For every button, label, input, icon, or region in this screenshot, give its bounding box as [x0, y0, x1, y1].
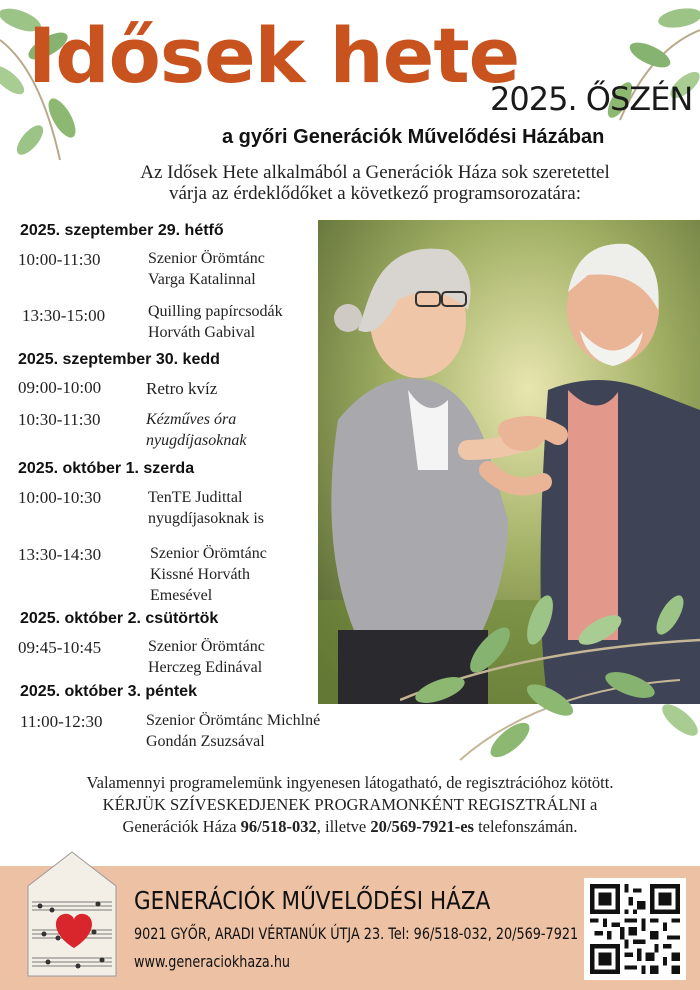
event-time: 13:30-14:30 [18, 545, 102, 564]
event-line: Herczeg Edinával [148, 659, 263, 676]
event-time: 09:00-10:00 [18, 378, 102, 397]
event-time: 10:00-11:30 [18, 250, 101, 269]
music-heart-logo [18, 846, 126, 986]
organization-address: 9021 GYŐR, ARADI VÉRTANÚK ÚTJA 23. Tel: 96/518-032, 20/569-7921 [134, 924, 579, 943]
event-title [150, 543, 267, 606]
notes-line-3 [0, 816, 700, 838]
event-line: Kézműves óra [146, 411, 237, 428]
notes-text: telefonszámán. [473, 817, 578, 836]
event-title [148, 248, 265, 290]
intro-text [60, 162, 690, 204]
phone-number: 96/518-032 [240, 817, 317, 836]
event-time: 09:45-10:45 [18, 638, 102, 657]
day-heading: 2025. szeptember 29. hétfő [20, 222, 224, 239]
event-line: Szenior Örömtánc [150, 545, 267, 562]
day-heading: 2025. október 1. szerda [18, 460, 195, 477]
event-title [148, 301, 283, 343]
notes-text: , illetve [316, 817, 371, 836]
organization-name: GENERÁCIÓK MŰVELŐDÉSI HÁZA [134, 886, 491, 915]
leaf-branch-bottom-right [400, 580, 700, 780]
notes-line-1: Valamennyi programelemünk ingyenesen látogatható, de regisztrációhoz kötött. [86, 773, 614, 792]
poster-subtitle: a győri Generációk Művelődési Házában [222, 126, 605, 148]
event-time: 11:00-12:30 [20, 712, 103, 731]
event-title [148, 636, 265, 678]
footer-bar [0, 866, 700, 990]
event-line: Retro kvíz [146, 379, 218, 398]
notes-line-2: KÉRJÜK SZÍVESKEDJENEK PROGRAMONKÉNT REGISZTRÁLNI a [102, 795, 598, 814]
event-title [148, 487, 264, 529]
notes-text: Generációk Háza [122, 817, 241, 836]
intro-line-2: várja az érdeklődőket a következő programsorozatára: [169, 183, 581, 204]
event-line: TenTE Judittal [148, 489, 243, 506]
event-line: Quilling papírcsodák [148, 303, 283, 320]
event-line: Emesével [150, 587, 213, 604]
event-line: Varga Katalinnal [148, 271, 256, 288]
season-label: 2025. ŐSZÉN [490, 80, 693, 118]
event-time: 10:30-11:30 [18, 410, 101, 429]
event-title [146, 409, 246, 451]
qr-code[interactable] [584, 878, 686, 980]
event-time: 13:30-15:00 [22, 306, 106, 325]
registration-notes [0, 772, 700, 838]
phone-number: 20/569-7921-es [370, 817, 474, 836]
event-line: Kissné Horváth [150, 566, 250, 583]
event-time: 10:00-10:30 [18, 488, 102, 507]
day-heading: 2025. október 3. péntek [20, 683, 197, 700]
event-line: Szenior Örömtánc [148, 638, 265, 655]
day-heading: 2025. szeptember 30. kedd [18, 351, 220, 368]
intro-line-1: Az Idősek Hete alkalmából a Generációk Háza sok szeretettel [140, 162, 610, 183]
event-line: Szenior Örömtánc Michlné [146, 712, 321, 729]
event-title [146, 378, 217, 399]
event-line: Horváth Gabival [148, 324, 256, 341]
organization-website[interactable]: www.generaciokhaza.hu [134, 952, 291, 971]
event-title [146, 710, 320, 752]
event-line: Szenior Örömtánc [148, 250, 265, 267]
poster-title: Idősek hete [28, 11, 520, 100]
event-line: nyugdíjasoknak is [148, 510, 264, 527]
event-line: Gondán Zsuzsával [146, 733, 265, 750]
event-line: nyugdíjasoknak [146, 432, 247, 449]
day-heading: 2025. október 2. csütörtök [20, 610, 219, 627]
